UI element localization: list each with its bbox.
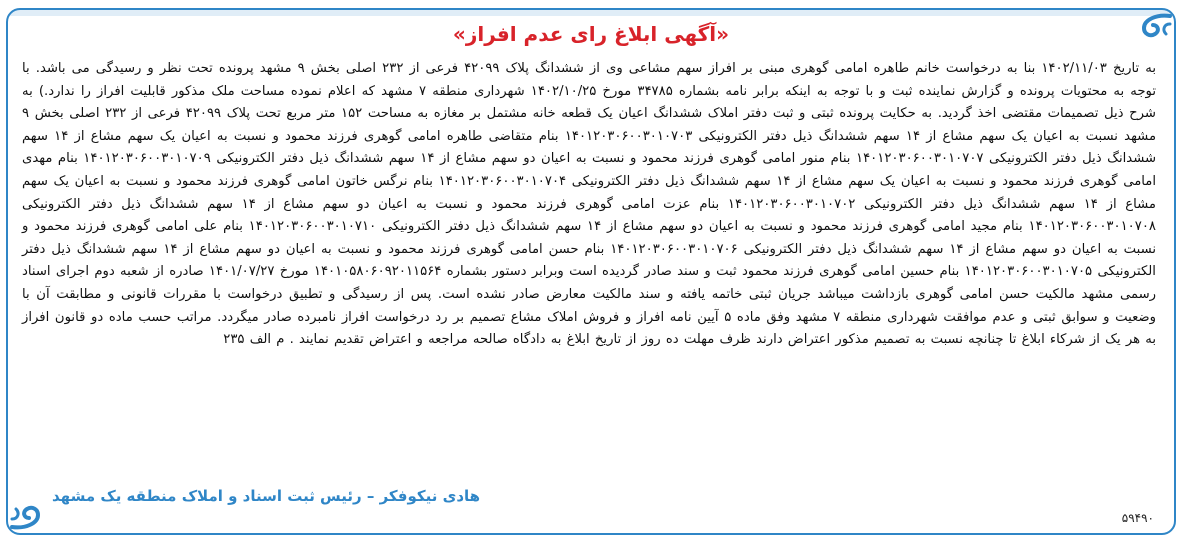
notice-frame (6, 8, 1176, 535)
notice-signature: هادی نیکوفکر – رئیس ثبت اسناد و املاک منطقه یک مشهد (52, 487, 481, 505)
top-strip (8, 10, 1174, 16)
swirl-ornament-icon (10, 501, 56, 531)
notice-title: «آگهی ابلاغ رای عدم افراز» (452, 22, 730, 46)
notice-body: به تاریخ ۱۴۰۲/۱۱/۰۳ بنا به درخواست خانم طاهره امامی گوهری مبنی بر افراز سهم مشاعی وی از ششدانگ پلاک ۴۲۰۹۹ فرعی از ۲۳۲ اصلی بخش ۹ مشهد پرونده تحت نظر و رسیدگی می باشد. با توجه به محتویات پرونده و گزارش نماینده ثبت و با توجه به اینکه برابر نامه بشماره ۳۴۷۸۵ مورخ ۱۴۰۲/۱۰/۲۵ شهرداری منطقه ۷ مشهد که اعلام نموده مساحت ملک مذکور قابلیت افراز را ندارد.) به شرح ذیل تصمیمات مقتضی اخذ گردید. به حکایت پرونده ثبتی و ثبت دفتر املاک ششدانگ اعیان یک قطعه خانه مشتمل بر مغازه به مساحت ۱۵۲ متر مربع تحت پلاک ۴۲۰۹۹ فرعی از ۲۳۲ اصلی بخش ۹ مشهد نسبت به اعیان یک سهم مشاع از ۱۴ سهم ششدانگ ذیل دفتر الکترونیکی ۱۴۰۱۲۰۳۰۶۰۰۳۰۱۰۷۰۳ بنام متقاضی طاهره امامی گوهری فرزند محمود و نسبت به اعیان یک سهم مشاع از ۱۴ سهم ششدانگ ذیل دفتر الکترونیکی ۱۴۰۱۲۰۳۰۶۰۰۳۰۱۰۷۰۷ بنام منور امامی گوهری فرزند محمود و نسبت به اعیان دو سهم مشاع از ۱۴ سهم ششدانگ ذیل دفتر الکترونیکی ۱۴۰۱۲۰۳۰۶۰۰۳۰۱۰۷۰۹ بنام مهدی امامی گوهری فرزند محمود و نسبت به اعیان یک سهم مشاع از ۱۴ سهم ششدانگ ذیل دفتر الکترونیکی ۱۴۰۱۲۰۳۰۶۰۰۳۰۱۰۷۰۴ بنام نرگس خاتون امامی گوهری فرزند محمود و نسبت به اعیان یک سهم مشاع از ۱۴ سهم ششدانگ ذیل دفتر الکترونیکی ۱۴۰۱۲۰۳۰۶۰۰۳۰۱۰۷۰۲ بنام عزت امامی گوهری فرزند محمود و نسبت به اعیان دو سهم مشاع از ۱۴ سهم ششدانگ ذیل دفتر الکترونیکی ۱۴۰۱۲۰۳۰۶۰۰۳۰۱۰۷۰۸ بنام مجید امامی گوهری فرزند محمود و نسبت به اعیان دو سهم مشاع از ۱۴ سهم ششدانگ ذیل دفتر الکترونیکی ۱۴۰۱۲۰۳۰۶۰۰۳۰۱۰۷۱۰ بنام علی امامی گوهری فرزند محمود و نسبت به اعیان دو سهم مشاع از ۱۴ سهم ششدانگ ذیل دفتر الکترونیکی ۱۴۰۱۲۰۳۰۶۰۰۳۰۱۰۷۰۶ بنام حسن امامی گوهری فرزند محمود و نسبت به اعیان دو سهم مشاع از ۱۴ سهم ششدانگ ذیل دفتر الکترونیکی ۱۴۰۱۲۰۳۰۶۰۰۳۰۱۰۷۰۵ بنام حسین امامی گوهری فرزند محمود ثبت و سند صادر گردیده است وبرابر دستور بشماره ۱۴۰۱۰۵۸۰۶۰۹۲۰۱۱۵۶۴ مورخ ۱۴۰۱/۰۷/۲۷ صادره از شعبه دوم اجرای اسناد رسمی مشهد مالکیت حسن امامی گوهری بازداشت میباشد جریان ثبتی خاتمه یافته و سند مالکیت معارض صادر نشده است. پس از رسیدگی و تطبیق درخواست با مقررات قانونی و مطابقت آن با وضعیت و سوابق ثبتی و عدم موافقت شهرداری منطقه ۷ مشهد وفق ماده ۵ آیین نامه افراز و فروش املاک مشاع تصمیم بر رد درخواست افراز نامبرده صادر میگردد. مراتب حسب ماده دو قانون افراز به هر یک از شرکاء ابلاغ تا چنانچه نسبت به تصمیم مذکور اعتراض دارند ظرف مهلت ده روز از تاریخ ابلاغ به دادگاه صالحه مراجعه و اعتراض تقدیم نمایند . م الف ۲۳۵ (22, 61, 1157, 348)
reference-number: ۵۹۴۹۰ (1121, 511, 1154, 525)
